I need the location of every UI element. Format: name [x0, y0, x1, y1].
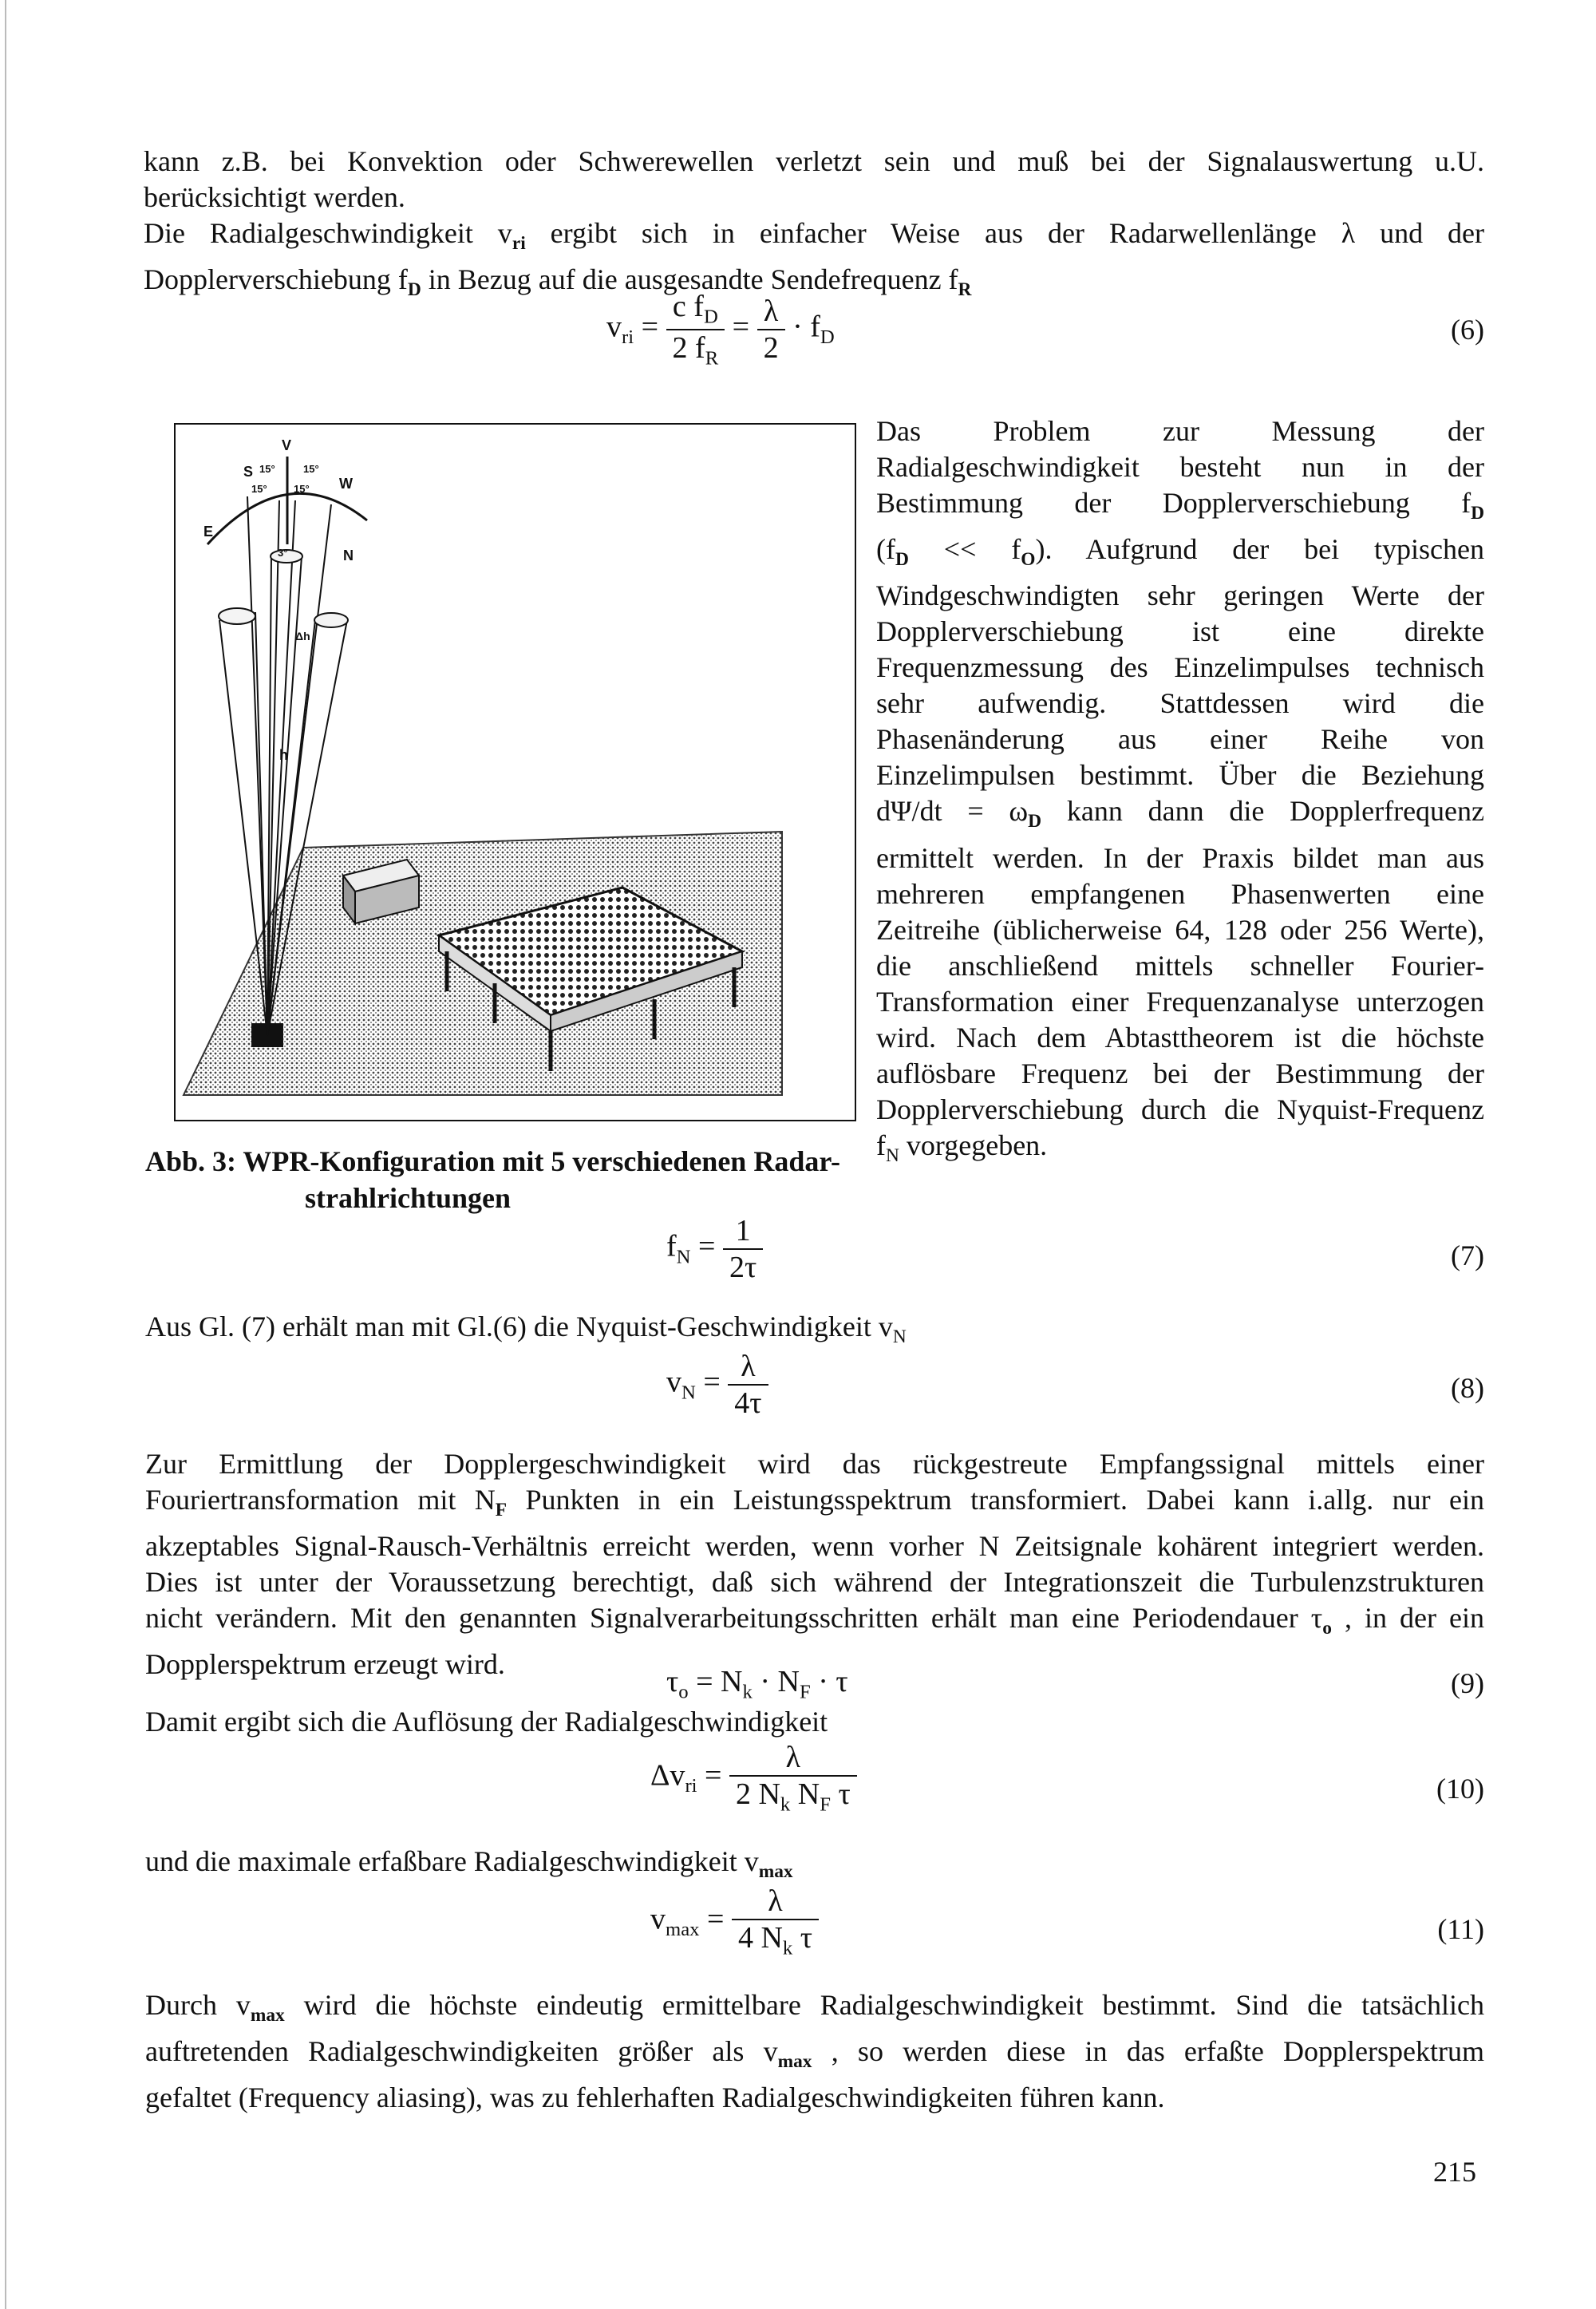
text-line: Zur Ermittlung der Dopplergeschwindigkeit wird das rückgestreute Empfangssignal mittels einer: [145, 1448, 1484, 1480]
label-angle: 15°: [251, 483, 267, 495]
paragraph-aliasing: [145, 1987, 1484, 2116]
label-w: W: [339, 476, 353, 492]
label-e: E: [203, 524, 214, 540]
label-angle: 15°: [294, 483, 310, 495]
text-line: Dopplerverschiebung $f_D$ in Bezug auf die ausgesandte Sendefrequenz $f_R$: [144, 263, 972, 301]
paragraph-doppler: [145, 1446, 1484, 1682]
page-number: 215: [1433, 2156, 1476, 2188]
text-line: nicht verändern. Mit den genannten Signalverarbeitungsschritten erhält man eine Periodendauer $\tau_o$ , in der ein: [145, 1602, 1485, 1639]
label-beam-width: 3°: [278, 547, 288, 559]
label-n: N: [343, 548, 354, 563]
text-line: mehreren empfangenen Phasenwerten eine: [876, 877, 1484, 910]
equation-number: (7): [1451, 1240, 1484, 1271]
text-line: berücksichtigt werden.: [144, 181, 405, 213]
equation-6: $v_{ri}$ = $\frac{c f_D}{2 f_R}$ = $\frac{\lambda}{2}$ · $f_D$: [606, 290, 835, 370]
label-v: V: [282, 437, 292, 453]
paragraph-intro: [144, 144, 1484, 308]
equation-number: (9): [1451, 1667, 1484, 1699]
text-line: $f_N$ vorgegeben.: [876, 1129, 1048, 1166]
equation-number: (10): [1436, 1773, 1484, 1805]
text-line: $d\Psi/dt = \omega_D$ kann dann die Dopplerfrequenz: [876, 795, 1485, 832]
text-line: Einzelimpulsen bestimmt. Über die Beziehung: [876, 759, 1484, 792]
text-line: Die Radialgeschwindigkeit $v_{ri}$ ergibt sich in einfacher Weise aus der Radarwellenlänge λ und der: [144, 217, 1485, 255]
paragraph-nyquist: Aus Gl. (7) erhält man mit Gl.(6) die Nyquist-Geschwindigkeit $v_N$: [145, 1311, 907, 1348]
text-line: Durch $v_{max}$ wird die höchste eindeutig ermittelbare Radialgeschwindigkeit bestimmt. Sind die tatsächlich: [145, 1989, 1484, 2026]
text-line: die anschließend mittels schneller Fourier-: [876, 949, 1484, 982]
paragraph-side: [876, 413, 1484, 1174]
equation-8: $v_N$ = $\frac{\lambda}{4\tau}$: [666, 1349, 768, 1421]
paragraph-resolution: Damit ergibt sich die Auflösung der Radialgeschwindigkeit: [145, 1706, 828, 1738]
wpr-diagram: [176, 425, 855, 1120]
text-line: Bestimmung der Dopplerverschiebung $f_D$: [876, 487, 1484, 524]
text-line: Windgeschwindigten sehr geringen Werte der: [876, 579, 1484, 612]
text-line: Das Problem zur Messung der: [876, 415, 1484, 447]
text-line: Radialgeschwindigkeit besteht nun in der: [876, 451, 1484, 483]
equation-10: $\Delta v_{ri}$ = $\frac{\lambda}{2 N_k N_F \tau}$: [650, 1740, 857, 1817]
label-delta-h: Δh: [295, 630, 310, 642]
scan-edge: [5, 0, 6, 2309]
text-line: Frequenzmessung des Einzelimpulses technisch: [876, 651, 1484, 684]
label-angle: 15°: [259, 463, 275, 475]
text-line: akzeptables Signal-Rausch-Verhältnis erreicht werden, wenn vorher N Zeitsignale kohärent integriert werden.: [145, 1530, 1484, 1563]
equation-number: (8): [1451, 1372, 1484, 1404]
label-angle: 15°: [303, 463, 319, 475]
text-line: Dopplerverschiebung durch die Nyquist-Frequenz: [876, 1093, 1484, 1125]
text-line: Dopplerverschiebung ist eine direkte: [876, 615, 1484, 648]
text-line: kann z.B. bei Konvektion oder Schwerewellen verletzt sein und muß bei der Signalauswertung u.U.: [144, 145, 1484, 177]
text-line: ermittelt werden. In der Praxis bildet man aus: [876, 841, 1484, 874]
text-line: Fouriertransformation mit $N_F$ Punkten in ein Leistungsspektrum transformiert. Dabei kann i.allg. nur ein: [145, 1484, 1485, 1521]
text-line: Dies ist unter der Voraussetzung berechtigt, daß sich während der Integrationszeit die Turbulenzstrukturen: [145, 1566, 1484, 1599]
figure-caption: Abb. 3: WPR-Konfiguration mit 5 verschiedenen Radar- strahlrichtungen: [145, 1145, 840, 1214]
text-line: Transformation einer Frequenzanalyse unterzogen: [876, 985, 1484, 1018]
text-line: Phasenänderung aus einer Reihe von: [876, 723, 1484, 756]
text-line: Zeitreihe (üblicherweise 64, 128 oder 256 Werte),: [876, 913, 1484, 946]
equation-number: (11): [1437, 1913, 1484, 1945]
text-line: $(f_D << f_O)$. Aufgrund der bei typischen: [876, 533, 1484, 571]
text-line: auftretenden Radialgeschwindigkeiten größer als $v_{max}$ , so werden diese in das erfaßte Dopplerspektrum: [145, 2035, 1484, 2073]
text-line: wird. Nach dem Abtasttheorem ist die höchste: [876, 1021, 1484, 1054]
label-s: S: [243, 464, 254, 480]
equation-7: $f_N$ = $\frac{1}{2\tau}$: [666, 1213, 763, 1285]
equation-11: $v_{max}$ = $\frac{\lambda}{4 N_k \tau}$: [650, 1884, 819, 1960]
label-h: h: [279, 747, 288, 763]
text-line: Dopplerspektrum erzeugt wird.: [145, 1648, 505, 1681]
equation-9: $\tau_o = N_k \cdot N_F \cdot \tau$: [666, 1665, 848, 1703]
text-line: auflösbare Frequenz bei der Bestimmung der: [876, 1057, 1484, 1089]
equation-number: (6): [1451, 314, 1484, 346]
paragraph-max-velocity: und die maximale erfaßbare Radialgeschwindigkeit $v_{max}$: [145, 1845, 793, 1883]
text-line: gefaltet (Frequency aliasing), was zu fehlerhaften Radialgeschwindigkeiten führen kann.: [145, 2082, 1165, 2114]
text-line: sehr aufwendig. Stattdessen wird die: [876, 687, 1484, 720]
figure-wpr-configuration: [174, 423, 856, 1121]
